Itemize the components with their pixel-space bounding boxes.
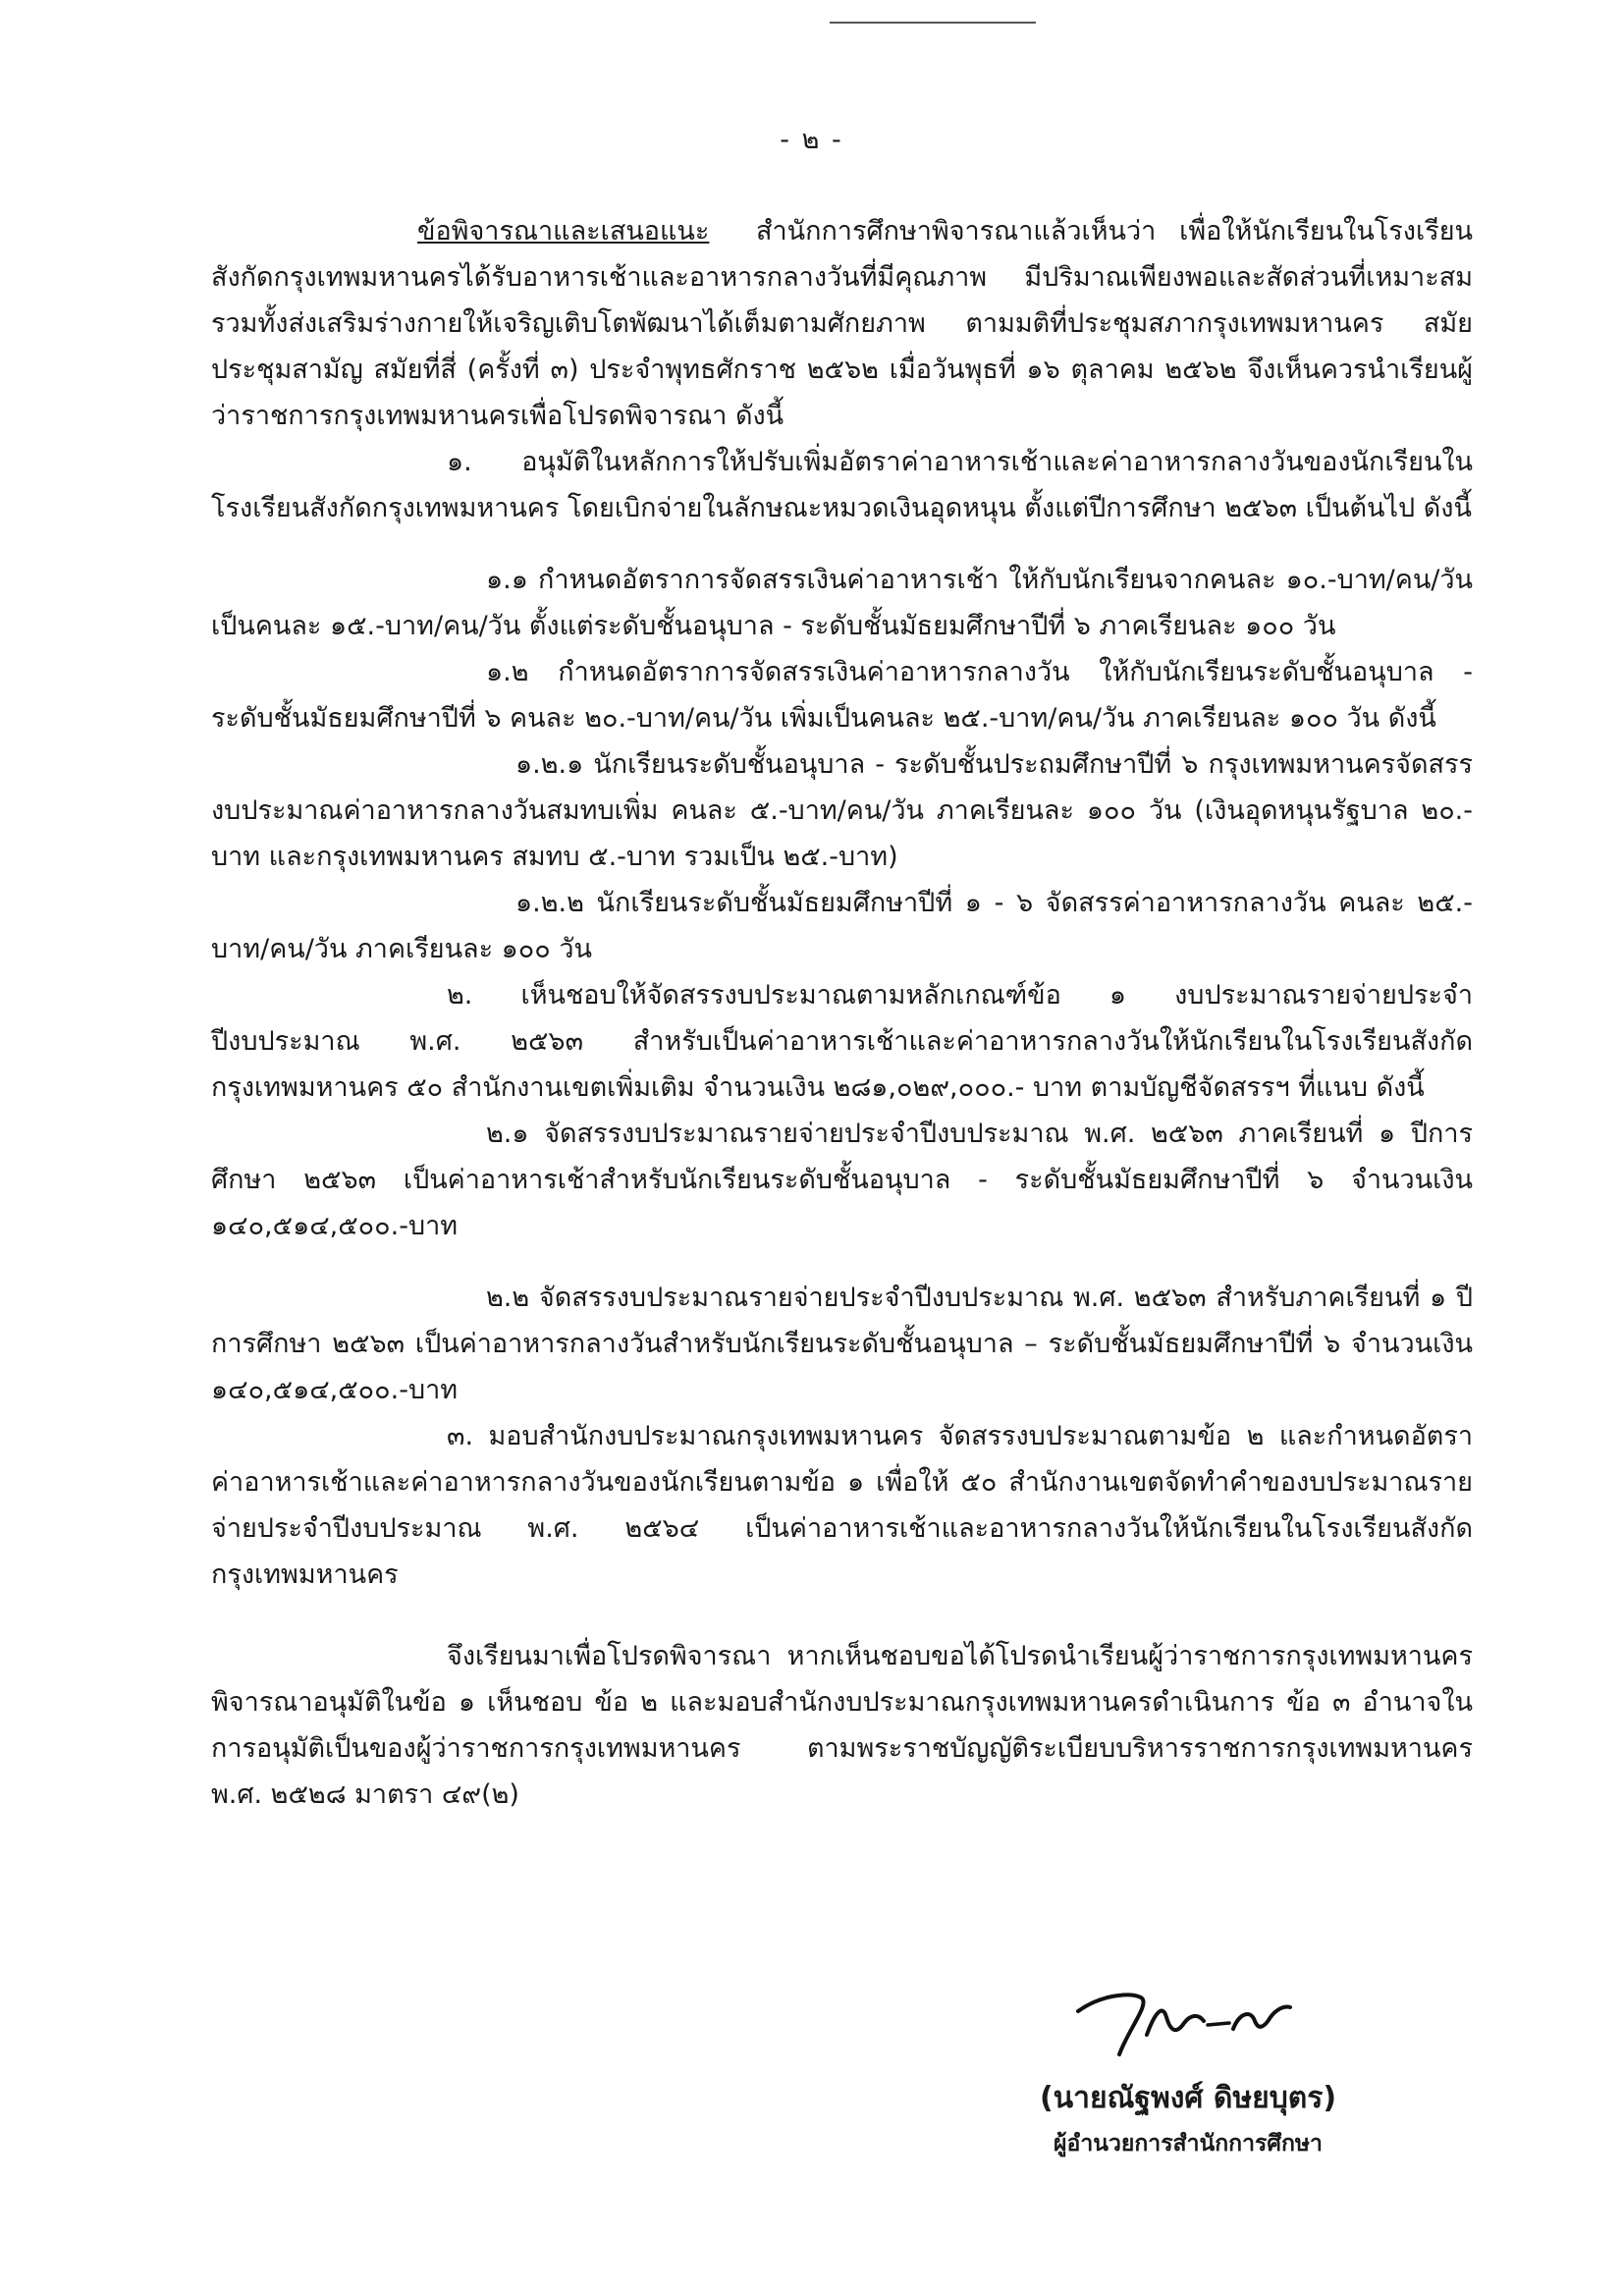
handwritten-signature: [1060, 1974, 1296, 2062]
item-1: ๑. อนุมัติในหลักการให้ปรับเพิ่มอัตราค่าอาหารเช้าและค่าอาหารกลางวันของนักเรียนในโรงเรียนสังกัดกรุงเทพมหานคร โดยเบิกจ่ายในลักษณะหมวดเงินอุดหนุน ตั้งแต่ปีการศึกษา ๒๕๖๓ เป็นต้นไป ดังนี้: [211, 447, 1473, 523]
signature-block: [972, 1974, 1404, 2180]
closing-paragraph: จึงเรียนมาเพื่อโปรดพิจารณา หากเห็นชอบขอได้โปรดนำเรียนผู้ว่าราชการกรุงเทพมหานครพิจารณาอนุมัติในข้อ ๑ เห็นชอบ ข้อ ๒ และมอบสำนักงบประมาณกรุงเทพมหานครดำเนินการ ข้อ ๓ อำนาจในการอนุมัติเป็นของผู้ว่าราชการกรุงเทพมหานคร ตามพระราชบัญญัติระเบียบบริหารราชการกรุงเทพมหานคร พ.ศ. ๒๕๒๘ มาตรา ๔๙(๒): [211, 1641, 1473, 1810]
page-number: - ๒ -: [780, 125, 843, 155]
item-2: ๒. เห็นชอบให้จัดสรรงบประมาณตามหลักเกณฑ์ข้อ ๑ งบประมาณรายจ่ายประจำปีงบประมาณ พ.ศ. ๒๕๖๓ สำหรับเป็นค่าอาหารเช้าและค่าอาหารกลางวันให้นักเรียนในโรงเรียนสังกัดกรุงเทพมหานคร ๕๐ สำนักงานเขตเพิ่มเติม จำนวนเงิน ๒๘๑,๐๒๙,๐๐๐.- บาท ตามบัญชีจัดสรรฯ ที่แนบ ดังนี้: [211, 980, 1473, 1103]
considerations-text: สำนักการศึกษาพิจารณาแล้วเห็นว่า เพื่อให้นักเรียนในโรงเรียนสังกัดกรุงเทพมหานครได้รับอาหารเช้าและอาหารกลางวันที่มีคุณภาพ มีปริมาณเพียงพอและสัดส่วนที่เหมาะสม รวมทั้งส่งเสริมร่างกายให้เจริญเติบโตพัฒนาได้เต็มตามศักยภาพ ตามมติที่ประชุมสภากรุงเทพมหานคร สมัยประชุมสามัญ สมัยที่สี่ (ครั้งที่ ๓) ประจำพุทธศักราช ๒๕๖๒ เมื่อวันพุธที่ ๑๖ ตุลาคม ๒๕๖๒ จึงเห็นควรนำเรียนผู้ว่าราชการกรุงเทพมหานครเพื่อโปรดพิจารณา ดังนี้: [211, 216, 1473, 431]
item-2-2: ๒.๒ จัดสรรงบประมาณรายจ่ายประจำปีงบประมาณ พ.ศ. ๒๕๖๓ สำหรับภาคเรียนที่ ๑ ปีการศึกษา ๒๕๖๓ เป็นค่าอาหารกลางวันสำหรับนักเรียนระดับชั้นอนุบาล – ระดับชั้นมัธยมศึกษาปีที่ ๖ จำนวนเงิน ๑๔๐,๕๑๔,๕๐๐.-บาท: [211, 1283, 1473, 1405]
top-scan-line: [830, 22, 1036, 24]
document-body: [211, 208, 1473, 1818]
signer-title: ผู้อำนวยการสำนักการศึกษา: [1054, 2131, 1323, 2157]
item-1-2-1: ๑.๒.๑ นักเรียนระดับชั้นอนุบาล - ระดับชั้นประถมศึกษาปีที่ ๖ กรุงเทพมหานครจัดสรรงบประมาณค่าอาหารกลางวันสมทบเพิ่ม คนละ ๕.-บาท/คน/วัน ภาคเรียนละ ๑๐๐ วัน (เงินอุดหนุนรัฐบาล ๒๐.-บาท และกรุงเทพมหานคร สมทบ ๕.-บาท รวมเป็น ๒๕.-บาท): [211, 749, 1473, 872]
item-2-1: ๒.๑ จัดสรรงบประมาณรายจ่ายประจำปีงบประมาณ พ.ศ. ๒๕๖๓ ภาคเรียนที่ ๑ ปีการศึกษา ๒๕๖๓ เป็นค่าอาหารเช้าสำหรับนักเรียนระดับชั้นอนุบาล - ระดับชั้นมัธยมศึกษาปีที่ ๖ จำนวนเงิน ๑๔๐,๕๑๔,๕๐๐.-บาท: [211, 1119, 1473, 1241]
item-1-2-2: ๑.๒.๒ นักเรียนระดับชั้นมัธยมศึกษาปีที่ ๑ - ๖ จัดสรรค่าอาหารกลางวัน คนละ ๒๕.-บาท/คน/วัน ภาคเรียนละ ๑๐๐ วัน: [211, 888, 1473, 964]
considerations-heading: ข้อพิจารณาและเสนอแนะ: [417, 216, 710, 246]
signer-name: (นายณัฐพงศ์ ดิษยบุตร): [1039, 2081, 1337, 2115]
item-1-1: ๑.๑ กำหนดอัตราการจัดสรรเงินค่าอาหารเช้า ให้กับนักเรียนจากคนละ ๑๐.-บาท/คน/วัน เป็นคนละ ๑๕.-บาท/คน/วัน ตั้งแต่ระดับชั้นอนุบาล - ระดับชั้นมัธยมศึกษาปีที่ ๖ ภาคเรียนละ ๑๐๐ วัน: [211, 565, 1473, 641]
item-3: ๓. มอบสำนักงบประมาณกรุงเทพมหานคร จัดสรรงบประมาณตามข้อ ๒ และกำหนดอัตราค่าอาหารเช้าและค่าอาหารกลางวันของนักเรียนตามข้อ ๑ เพื่อให้ ๕๐ สำนักงานเขตจัดทำคำของบประมาณรายจ่ายประจำปีงบประมาณ พ.ศ. ๒๕๖๔ เป็นค่าอาหารเช้าและอาหารกลางวันให้นักเรียนในโรงเรียนสังกัดกรุงเทพมหานคร: [211, 1421, 1473, 1590]
considerations-paragraph: [211, 208, 1473, 439]
item-1-2: ๑.๒ กำหนดอัตราการจัดสรรเงินค่าอาหารกลางวัน ให้กับนักเรียนระดับชั้นอนุบาล - ระดับชั้นมัธยมศึกษาปีที่ ๖ คนละ ๒๐.-บาท/คน/วัน เพิ่มเป็นคนละ ๒๕.-บาท/คน/วัน ภาคเรียนละ ๑๐๐ วัน ดังนี้: [211, 657, 1473, 734]
